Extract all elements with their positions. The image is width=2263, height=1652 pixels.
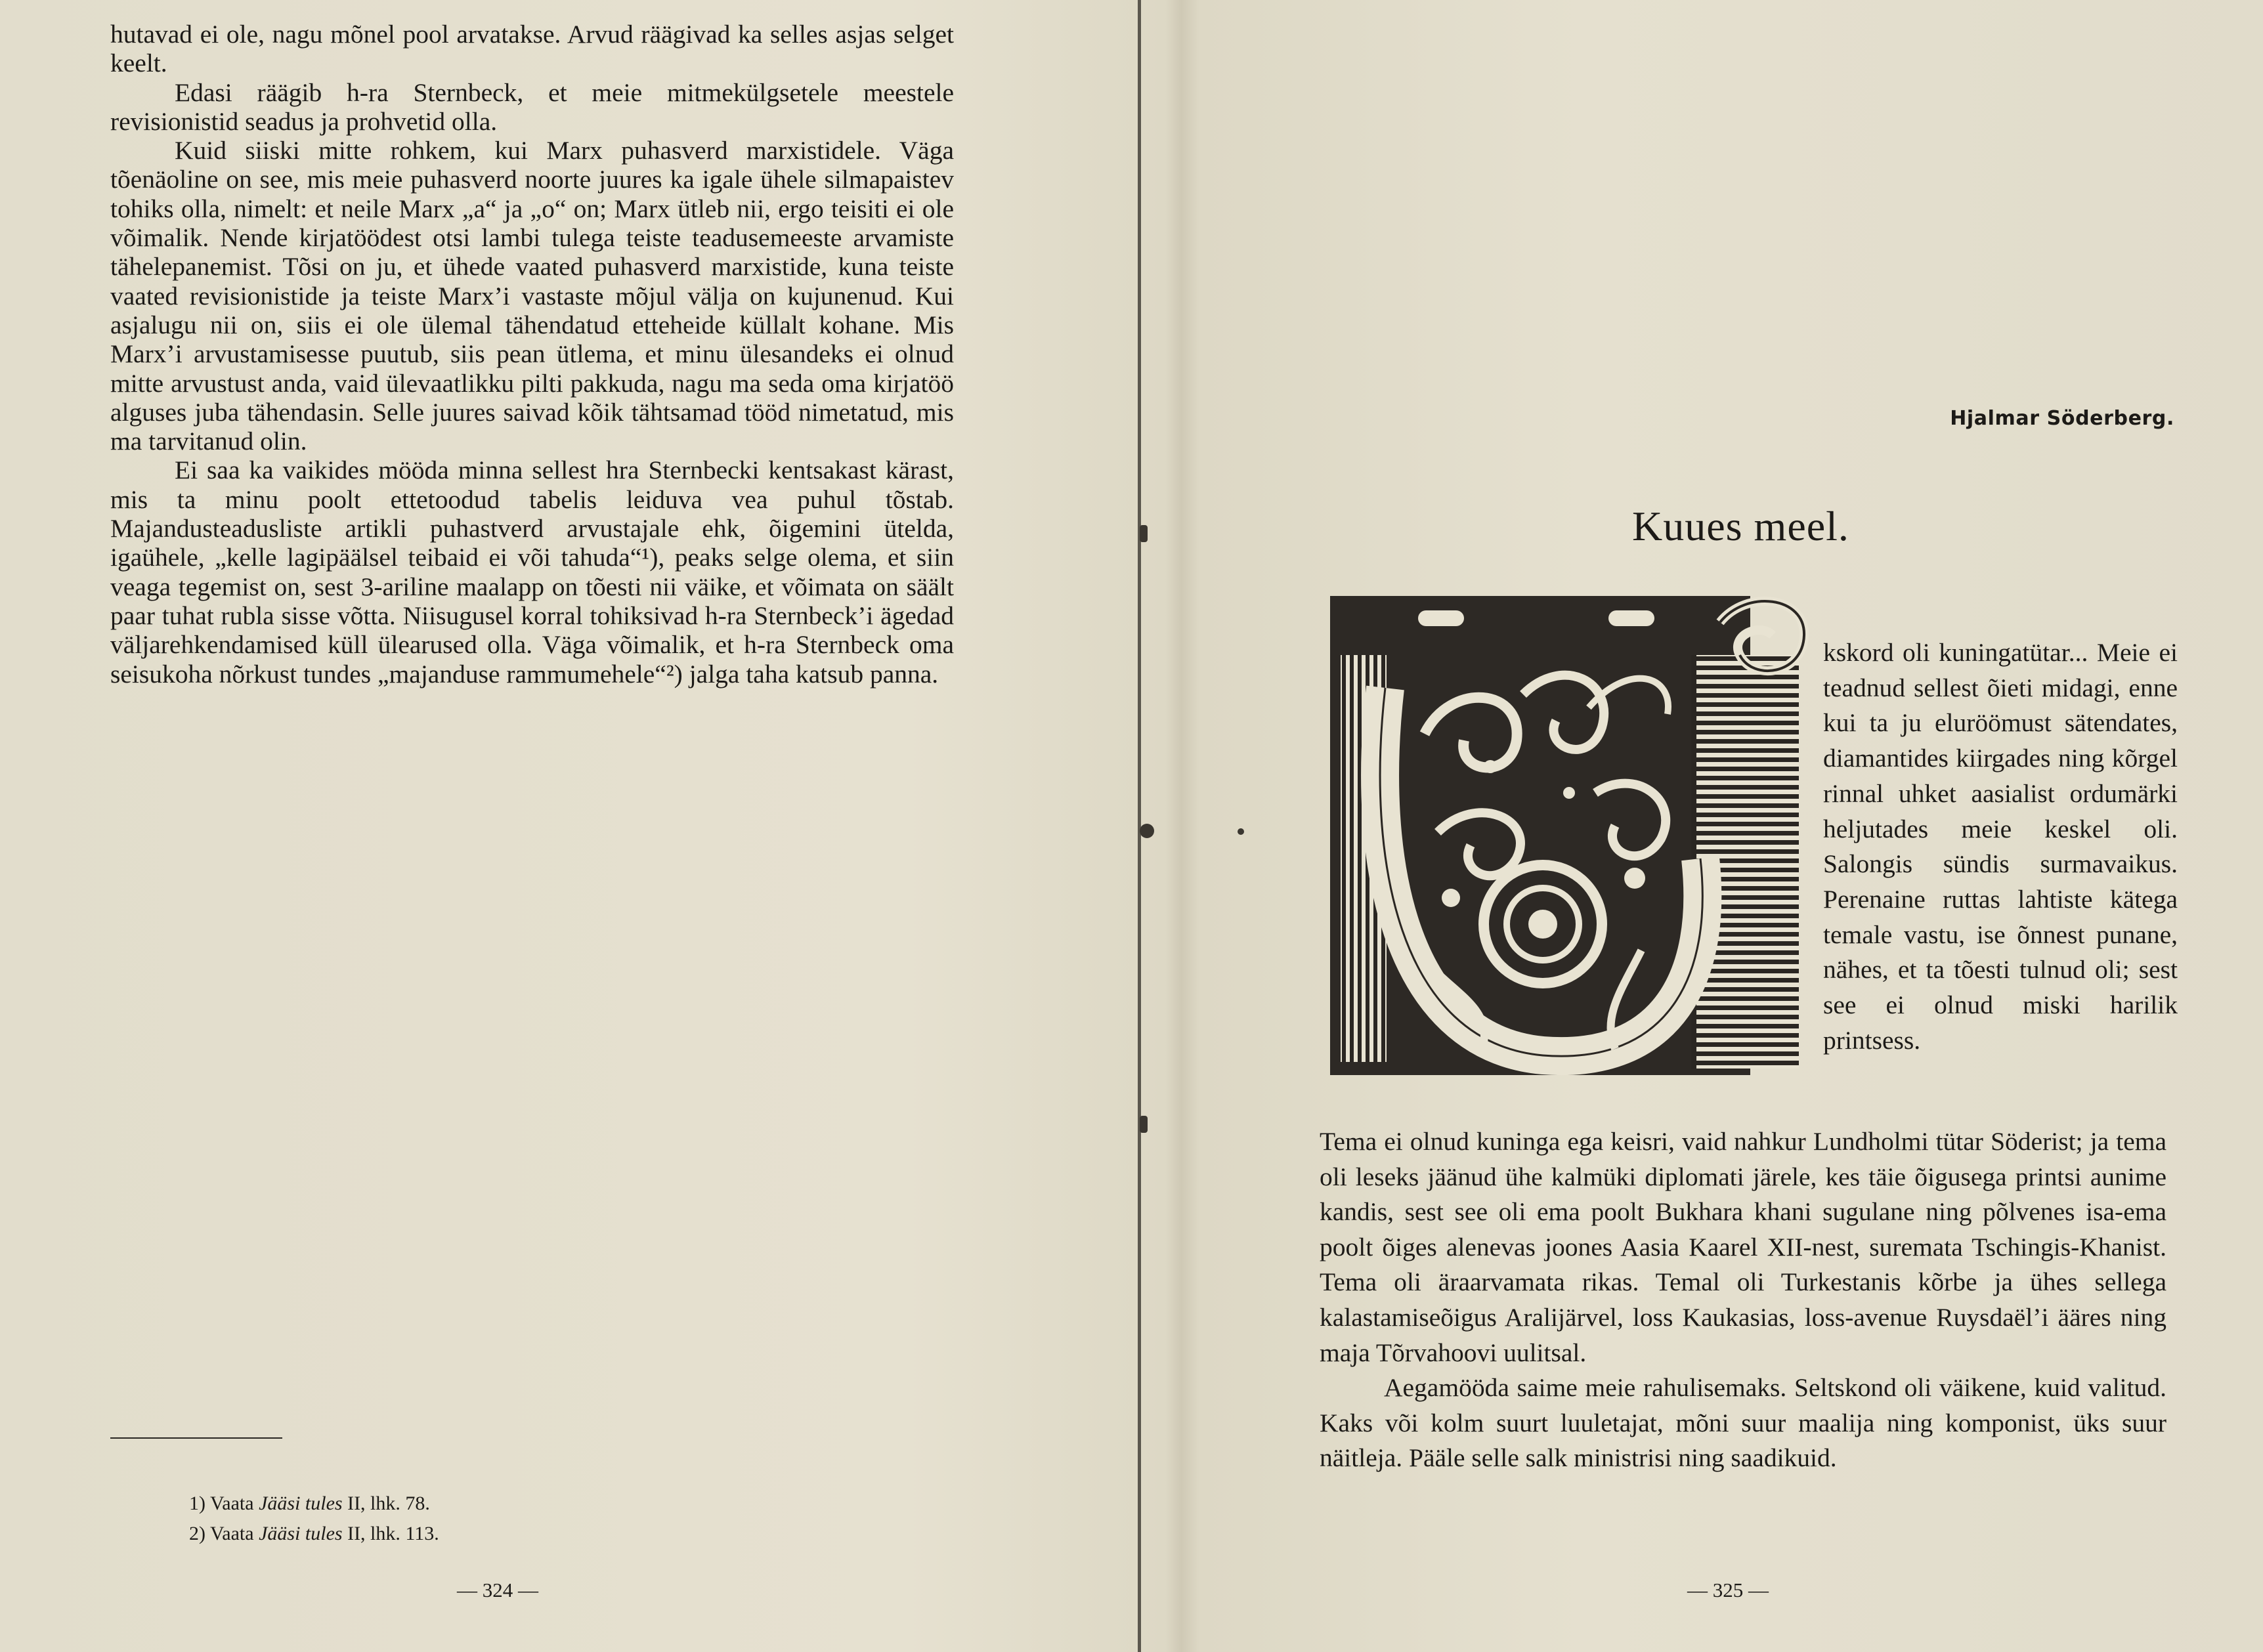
left-page [110, 20, 954, 1601]
footnote: 2) Vaata Jääsi tules II, lhk. 113. [189, 1523, 439, 1544]
paragraph: Edasi räägib h-ra Sternbeck, et meie mitmekülgsetele meestele revisionistid seadus ja prohvetid olla. [110, 77, 954, 136]
binding-mark [1140, 1116, 1148, 1133]
paragraph: hutavad ei ole, nagu mõnel pool arvatakse. Arvud räägivad ka selles asjas selget keelt. [110, 20, 954, 78]
footnote: 1) Vaata Jääsi tules II, lhk. 78. [189, 1493, 430, 1514]
binding-mark [1140, 824, 1154, 838]
story-body [1320, 1124, 2166, 1476]
ornamental-initial [1326, 583, 1812, 1082]
author-name: Hjalmar Söderberg. [1950, 407, 2174, 430]
paragraph: Kuid siiski mitte rohkem, kui Marx puhasverd marxistidele. Väga tõenäoline on see, mis meie puhasverd noorte juures ka igale ühele silmapaistev tohiks olla, nimelt: et neile Marx „a“ ja „o“ on; Marx ütleb nii, ergo teisiti ei ole võimalik. Nende kirjatöödest otsi lambi tulega teiste teadusemeeste arvamiste tähelepanemist. Tõsi on ju, et ühede vaated puhasverd marxistide, kuna teiste vaated revisionistide ja teiste Marx’i vastaste mõjul välja on kujunenud. Kui asjalugu nii on, siis ei ole ülemal tähendatud etteheide küllalt kohane. Mis Marx’i arvustamisesse puutub, siis pean ütlema, et minu ülesandeks ei olnud mitte arvustust anda, vaid ülevaatlikku pilti pakkuda, nagu ma seda oma kirjatöö alguses juba tähendasin. Selle juures saivad kõik tähtsamad tööd nimetatud, mis ma tarvitanud olin. [110, 136, 954, 456]
paragraph: Tema ei olnud kuninga ega keisri, vaid nahkur Lundholmi tütar Söderist; ja tema oli leseks jäänud ühe kalmüki diplomati järele, kes täie õigusega printsi aunime kandis, sest see oli ema poolt Bukhara khani sugulane ning põlvenes isa-ema poolt õiges alenevas joones Aasia Kaarel XII-nest, suremata Tschingis-Khanist. Tema oli äraarvamata rikas. Temal oli Turkestanis kõrbe ja ühes sellega kalastamiseõigus Aralijärvel, loss Kaukasias, loss-avenue Ruysdaël’i ääres ning maja Tõrvahoovi uulitsal. [1320, 1127, 2166, 1367]
ink-dot [1238, 828, 1244, 835]
binding-mark [1140, 525, 1148, 542]
opening-text [1823, 635, 2178, 1058]
footnotes [189, 1489, 439, 1549]
story-title: Kuues meel. [1632, 503, 1849, 549]
paragraph: Ei saa ka vaikides mööda minna sellest hra Sternbecki kentsakast kärast, mis ta minu poolt ettetoodud tabelis leiduva vea puhul tõstab. Majandusteadusliste artikli puhastverd arvustajale ehk, õigemini ütelda, igaühele, „kelle lagipäälsel teibaid ei või tahuda“¹), peaks selge olema, et siin veaga tegemist on, sest 3-ariline maalapp on tõesti nii väike, et võimata on säält paar tuhat rubla sisse võtta. Niisugusel korral tohiksivad h-ra Sternbeck’i ägedad väljarehkendamised küll ülearused olla. Väga võimalik, et h-ra Sternbeck oma seisukoha nõrkust tundes „majanduse rammumehele“²) jalga taha katsub panna. [110, 455, 954, 688]
page-number: — 324 — [457, 1578, 538, 1601]
paragraph: Aegamööda saime meie rahulisemaks. Seltskond oli väikene, kuid valitud. Kaks või kolm suurt luuletajat, mõni suur maalija ning komponist, üks suur näitleja. Pääle selle salk ministrisi ning saadikuid. [1320, 1373, 2166, 1473]
page-number: — 325 — [1687, 1578, 1769, 1601]
footnote-rule [110, 1437, 282, 1439]
paragraph: kskord oli kuningatütar... Meie ei teadnud sellest õieti midagi, enne kui ta ju eluröömust sätendates, diamantides kiirgades ning kõrgel rinnal uhket aasialist ordumärki heljutades meie keskel oli. Salongis sündis surmavaikus. Perenaine ruttas lahtiste kätega temale vastu, ise õnnest punane, nähes, et ta tõesti tulnud oli; sest see ei olnud miski harilik printsess. [1823, 638, 2178, 1055]
